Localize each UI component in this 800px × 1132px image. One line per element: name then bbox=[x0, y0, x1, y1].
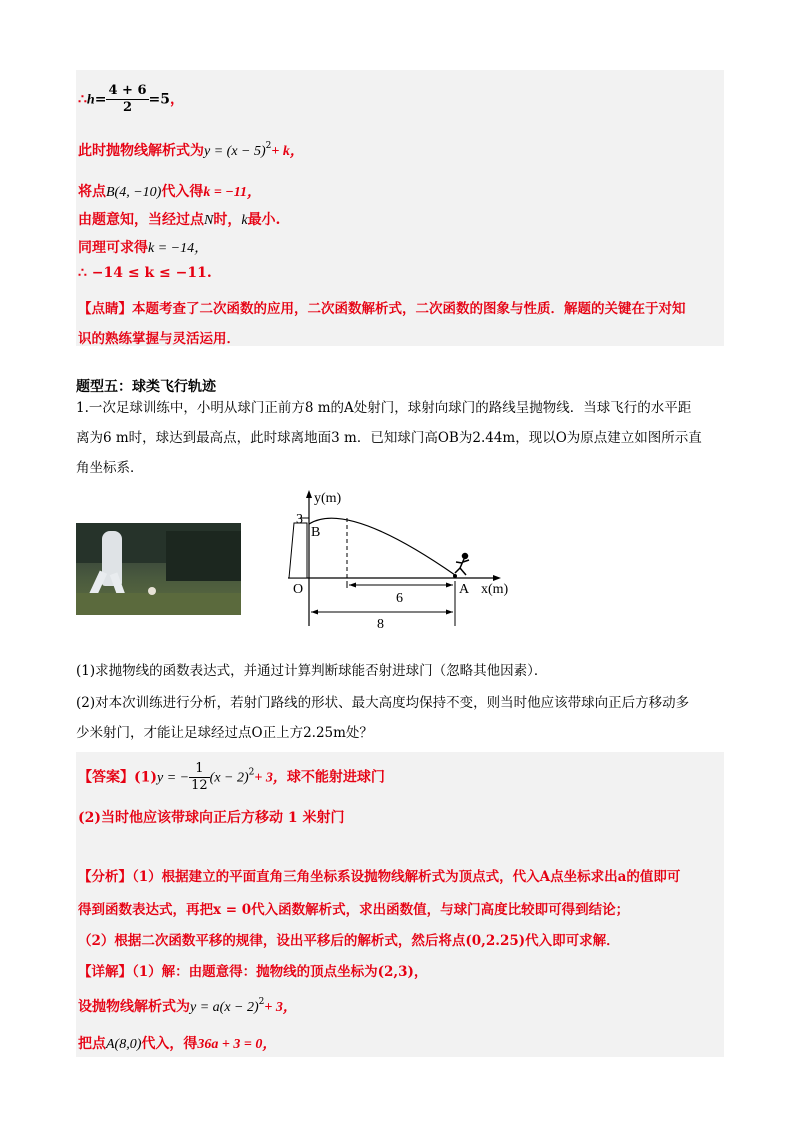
point-b-label: B bbox=[311, 525, 321, 540]
dimension-8-label: 8 bbox=[377, 617, 384, 632]
solution-line-4: 由题意知，当经过点N时，k最小. bbox=[78, 212, 281, 228]
answer-2: (2)当时他应该带球向正后方移动 1 米射门 bbox=[78, 810, 345, 826]
solution-line-5: 同理可求得k = −14， bbox=[78, 240, 209, 256]
question-1: (1)求抛物线的函数表达式，并通过计算判断球能否射进球门（忽略其他因素）． bbox=[76, 663, 548, 679]
problem-line-1: 1.一次足球训练中，小明从球门正前方8 m的A处射门，球射向球门的路线呈抛物线．当球飞行的水平距 bbox=[76, 400, 692, 416]
section-title: 题型五：球类飞行轨迹 bbox=[76, 379, 216, 395]
goal-post bbox=[289, 523, 307, 578]
problem-line-3: 角坐标系． bbox=[76, 460, 144, 476]
fraction: $\frac{4 + 6}{2}$ bbox=[108, 83, 147, 115]
trajectory-diagram bbox=[283, 488, 523, 633]
y-axis-label: y(m) bbox=[314, 491, 342, 506]
detail-line-2: 设抛物线解析式为$y = a(x - 2)^2+ 3$， bbox=[78, 997, 297, 1015]
analysis-line-3: （2）根据二次函数平移的规律，设出平移后的解析式，然后将点(0,2.25)代入即可求解． bbox=[78, 933, 620, 949]
x-axis-label: x(m) bbox=[481, 582, 509, 597]
point-a-label: A bbox=[459, 582, 470, 597]
fraction: $\frac{1}{12}$ bbox=[191, 761, 208, 793]
question-2-line-1: (2)对本次训练进行分析，若射门路线的形状、最大高度均保持不变，则当时他应该带球向正后方移动多 bbox=[76, 695, 690, 711]
analysis-line-2: 得到函数表达式，再把x = 0代入函数解析式，求出函数值，与球门高度比较即可得到结论； bbox=[78, 902, 630, 918]
tip-line-2: 识的熟练掌握与灵活运用． bbox=[78, 331, 240, 347]
soccer-photo bbox=[76, 523, 241, 615]
solution-line-3: 将点B(4, −10)代入得k = −11， bbox=[78, 184, 262, 200]
kicker-icon bbox=[455, 554, 469, 576]
height-label: 3 bbox=[296, 512, 303, 527]
analysis-line-1: 【分析】（1）根据建立的平面直角三角坐标系设抛物线解析式为顶点式，代入A点坐标求出a的值即可 bbox=[78, 869, 681, 885]
tip-line-1: 【点睛】本题考查了二次函数的应用，二次函数解析式，二次函数的图象与性质．解题的关键在于对知 bbox=[78, 301, 686, 317]
detail-line-1: 【详解】（1）解：由题意得：抛物线的顶点坐标为(2,3)， bbox=[78, 964, 428, 980]
solution-line-1: ∴h= $\frac{4 + 6}{2}$ =5， bbox=[78, 83, 184, 115]
question-2-line-2: 少米射门，才能让足球经过点O正上方2.25m处？ bbox=[76, 725, 373, 741]
problem-line-2: 离为6 m时，球达到最高点，此时球离地面3 m．已知球门高OB为2.44m，现以O为原点建立如图所示直 bbox=[76, 430, 702, 446]
dimension-6-label: 6 bbox=[396, 591, 403, 606]
answer-1: 【答案】(1)y = − $\frac{1}{12}$ $(x - 2)^2+ 3$，球不能射进球门 bbox=[78, 761, 385, 793]
detail-line-3: 把点A(8,0)代入，得36a + 3 = 0， bbox=[78, 1036, 277, 1052]
solution-line-6: ∴ −14 ≤ k ≤ −11. bbox=[78, 265, 212, 281]
origin-label: O bbox=[293, 582, 304, 597]
ball-trajectory bbox=[309, 518, 455, 575]
solution-line-2: 此时抛物线解析式为$y = (x - 5)^2+ k$， bbox=[78, 141, 304, 159]
